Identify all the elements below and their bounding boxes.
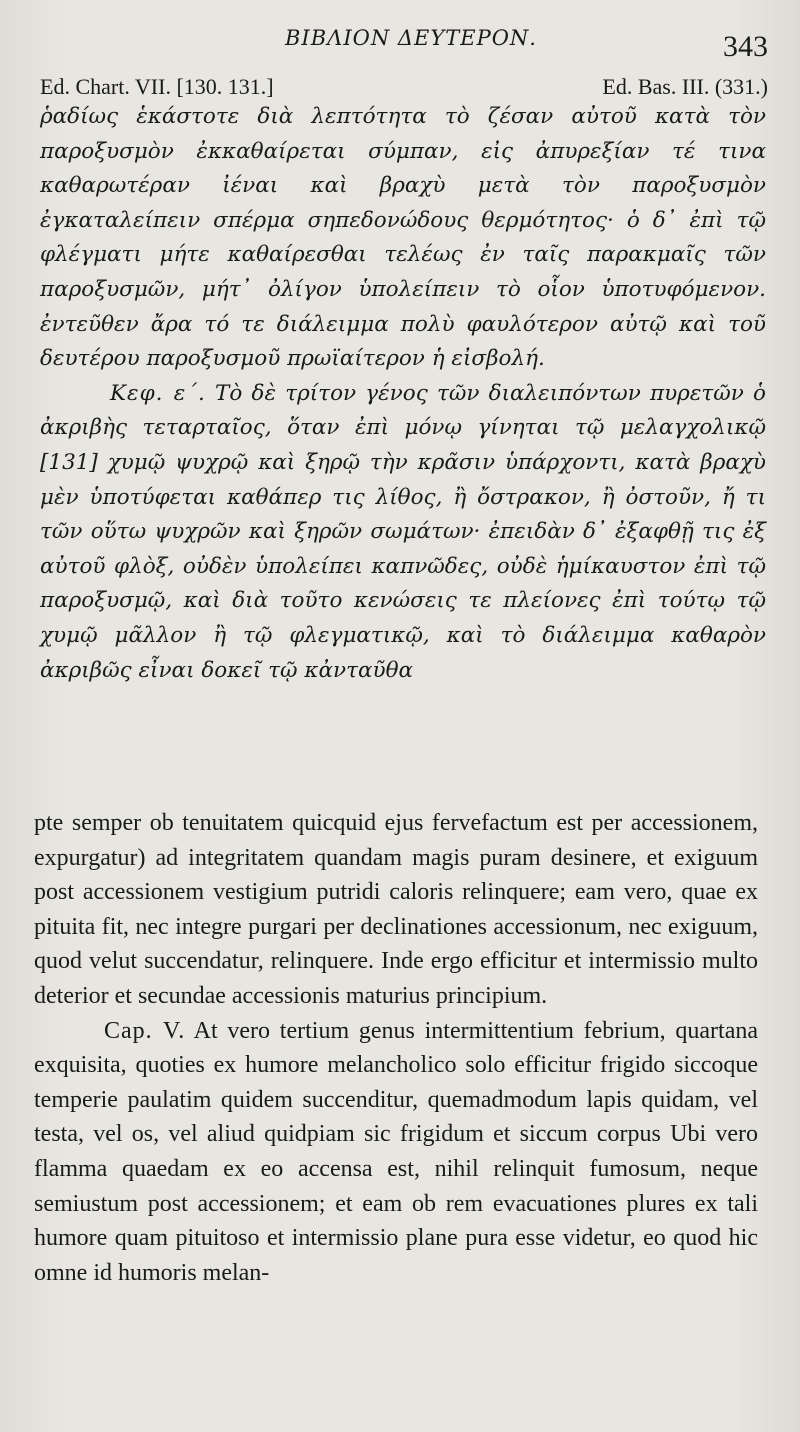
greek-chapter-label: Κεφ. ε΄.	[110, 380, 206, 406]
running-head-title: ΒΙΒΛΙΟΝ ΔΕΥΤΕΡΟΝ.	[285, 26, 537, 50]
latin-paragraph: pte semper ob tenuitatem quicquid ejus fervefactum est per accessionem, expurgatur) ad integritatem quandam magis puram desinere, et exiguum post accessionem vestigium putridi caloris relinquere; eam vero, quae ex pituita fit, nec integre purgari per declinationes accessionum, nec exiguum, quod velut succendatur, relinquere. Inde ergo efficitur et intermissio multo deterior et secundae accessionis maturius principium.	[34, 810, 758, 1009]
greek-chapter-text: Τὸ δὲ τρίτον γένος τῶν διαλειπόντων πυρετῶν ὁ ἀκριβὴς τεταρταῖος, ὅταν ἐπὶ μόνῳ γίνηται τῷ μελαγχολικῷ [131] χυμῷ ψυχρῷ καὶ ξηρῷ τὴν κρᾶσιν ὑπάρχοντι, κατὰ βραχὺ μὲν ὑποτύφεται καθάπερ τις λίθος, ἢ ὄστρακον, ἢ ὀστοῦν, ἤ τι τῶν οὕτω ψυχρῶν καὶ ξηρῶν σωμάτων· ἐπειδὰν δ᾽ ἐξαφθῇ τις ἐξ αὐτοῦ φλὸξ, οὐδὲν ὑπολείπει καπνῶδες, οὐδὲ ἡμίκαυστον ἐπὶ τῷ παροξυσμῷ, καὶ διὰ τοῦτο κενώσεις τε πλείονες ἐπὶ τούτῳ τῷ χυμῷ μᾶλλον ἢ τῷ φλεγματικῷ, καὶ τὸ διάλειμμα καθαρὸν ἀκριβῶς εἶναι δοκεῖ τῷ κἀνταῦθα	[40, 380, 766, 683]
edition-basel-reference: Ed. Bas. III. (331.)	[602, 74, 768, 99]
latin-text-block	[34, 806, 758, 1290]
latin-chapter-label: Cap. V.	[104, 1017, 186, 1044]
greek-chapter-paragraph	[40, 377, 766, 688]
page-number: 343	[723, 30, 768, 63]
edition-chartier-reference: Ed. Chart. VII. [130. 131.]	[40, 74, 274, 99]
latin-chapter-text: At vero tertium genus intermittentium febrium, quartana exquisita, quoties ex humore melancholico solo efficitur frigido siccoque temperie paulatim quidem succenditur, quemadmodum lapis quidam, vel testa, vel os, vel aliud quidpiam sic frigidum et siccum corpus Ubi vero flamma quaedam ex eo accensa est, nihil relinquit fumosum, neque semiustum post accessionem; et eam ob rem evacuationes plures ex tali humore quam pituitoso et intermissio plane pura esse videtur, eo quod hic omne id humoris melan-	[34, 1017, 758, 1286]
edition-reference-line	[40, 74, 768, 100]
greek-text-block	[40, 100, 766, 688]
latin-chapter-paragraph	[34, 1014, 758, 1291]
greek-paragraph: ῥαδίως ἑκάστοτε διὰ λεπτότητα τὸ ζέσαν αὐτοῦ κατὰ τὸν παροξυσμὸν ἐκκαθαίρεται σύμπαν, εἰς ἀπυρεξίαν τέ τινα καθαρωτέραν ἰέναι καὶ βραχὺ μετὰ τὸν παροξυσμὸν ἐγκαταλείπειν σπέρμα σηπεδονώδους θερμότητος· ὁ δ᾽ ἐπὶ τῷ φλέγματι μήτε καθαίρεσθαι τελέως ἐν ταῖς παρακμαῖς τῶν παροξυσμῶν, μήτ᾽ ὀλίγον ὑπολείπειν τὸ οἷον ὑποτυφόμενον. ἐντεῦθεν ἄρα τό τε διάλειμμα πολὺ φαυλότερον αὐτῷ καὶ τοῦ δευτέρου παροξυσμοῦ πρωϊαίτερον ἡ εἰσβολή.	[40, 104, 766, 372]
